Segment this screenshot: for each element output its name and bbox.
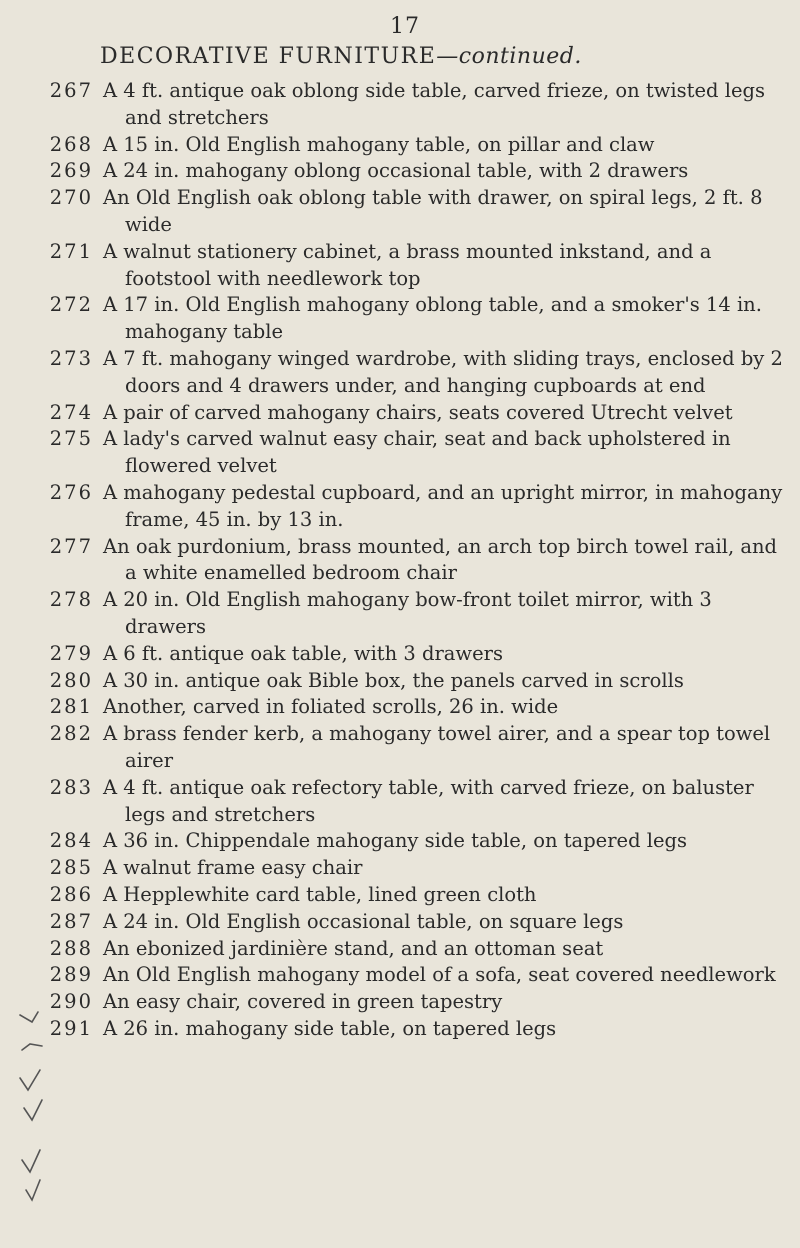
- lot-number: 276: [49, 480, 93, 504]
- lot-description: A 36 in. Chippendale mahogany side table, on tapered legs: [103, 829, 688, 853]
- lot-entry: [0, 400, 800, 427]
- lot-entry: [0, 292, 800, 346]
- lot-number: 282: [49, 722, 93, 746]
- lot-number: 287: [49, 909, 93, 933]
- lot-description: A lady's carved walnut easy chair, seat and back upholstered in flowered velvet: [103, 427, 731, 478]
- lot-description: An oak purdonium, brass mounted, an arch top birch towel rail, and a white enamelled bedroom chair: [103, 534, 778, 585]
- lot-entry: [0, 239, 800, 293]
- lot-description: A 4 ft. antique oak refectory table, with carved frieze, on baluster legs and stretchers: [103, 775, 754, 826]
- lot-description: A mahogany pedestal cupboard, and an upright mirror, in mahogany frame, 45 in. by 13 in.: [103, 480, 783, 531]
- lot-number: 281: [49, 695, 93, 719]
- lot-entry: [0, 721, 800, 775]
- lot-number: 267: [49, 79, 93, 102]
- lot-entry: [0, 185, 800, 239]
- lot-number: 289: [49, 963, 93, 987]
- lot-entry: [0, 694, 800, 721]
- lot-entry: [0, 346, 800, 400]
- lot-number: 286: [49, 882, 93, 906]
- lot-number: 277: [49, 534, 93, 558]
- lot-entry: [0, 989, 800, 1016]
- lot-number: 269: [49, 159, 93, 183]
- lot-number: 290: [49, 990, 93, 1014]
- lot-description: A 7 ft. mahogany winged wardrobe, with sliding trays, enclosed by 2 doors and 4 drawers under, and hanging cupboards at end: [103, 346, 783, 397]
- lot-number: 270: [49, 186, 93, 210]
- lot-description: A 26 in. mahogany side table, on tapered legs: [103, 1016, 557, 1040]
- lot-description: A 20 in. Old English mahogany bow-front toilet mirror, with 3 drawers: [103, 588, 712, 638]
- lot-number: 288: [49, 936, 93, 960]
- lot-list: [0, 78, 800, 1043]
- lot-description: Another, carved in foliated scrolls, 26 in. wide: [103, 695, 559, 719]
- lot-entry: [0, 909, 800, 936]
- lot-description: A 30 in. antique oak Bible box, the panels carved in scrolls: [103, 668, 684, 692]
- lot-description: A 24 in. mahogany oblong occasional table, with 2 drawers: [103, 159, 689, 183]
- lot-entry: [0, 641, 800, 668]
- lot-description: An ebonized jardinière stand, and an ottoman seat: [103, 936, 604, 960]
- lot-number: 279: [49, 641, 93, 665]
- lot-description: A 6 ft. antique oak table, with 3 drawers: [103, 641, 503, 665]
- lot-description: A Hepplewhite card table, lined green cloth: [103, 882, 537, 906]
- lot-number: 274: [49, 400, 93, 424]
- lot-number: 285: [49, 856, 93, 880]
- section-heading: [100, 44, 790, 69]
- lot-entry: [0, 775, 800, 829]
- lot-number: 283: [49, 775, 93, 799]
- lot-number: 278: [49, 588, 93, 612]
- lot-entry: [0, 855, 800, 882]
- lot-description: A pair of carved mahogany chairs, seats covered Utrecht velvet: [103, 400, 733, 424]
- lot-description: A brass fender kerb, a mahogany towel airer, and a spear top towel airer: [103, 722, 771, 772]
- lot-entry: [0, 587, 800, 641]
- heading-suffix: —continued.: [436, 44, 582, 69]
- lot-description: An Old English oak oblong table with drawer, on spiral legs, 2 ft. 8 wide: [103, 186, 763, 236]
- lot-number: 280: [49, 668, 93, 692]
- lot-number: 284: [49, 829, 93, 853]
- lot-number: 275: [49, 427, 93, 451]
- lot-entry: [0, 936, 800, 963]
- lot-entry: [0, 158, 800, 185]
- lot-description: A walnut stationery cabinet, a brass mounted inkstand, and a footstool with needlework top: [103, 239, 712, 290]
- lot-description: An easy chair, covered in green tapestry: [103, 990, 503, 1014]
- lot-description: A 4 ft. antique oak oblong side table, carved frieze, on twisted legs and stretchers: [103, 79, 766, 129]
- lot-entry: [0, 78, 800, 132]
- heading-title: DECORATIVE FURNITURE: [100, 44, 437, 69]
- lot-number: 272: [49, 293, 93, 317]
- lot-description: A 24 in. Old English occasional table, on square legs: [103, 909, 624, 933]
- page-number: 17: [390, 14, 420, 39]
- lot-number: 291: [49, 1016, 93, 1040]
- lot-entry: [0, 1016, 800, 1043]
- lot-description: A 17 in. Old English mahogany oblong table, and a smoker's 14 in. mahogany table: [103, 293, 762, 344]
- lot-entry: [0, 882, 800, 909]
- lot-description: A walnut frame easy chair: [103, 856, 363, 880]
- lot-entry: [0, 962, 800, 989]
- lot-entry: [0, 828, 800, 855]
- lot-entry: [0, 668, 800, 695]
- lot-description: A 15 in. Old English mahogany table, on pillar and claw: [103, 132, 655, 156]
- lot-entry: [0, 480, 800, 534]
- lot-entry: [0, 426, 800, 480]
- lot-number: 273: [49, 346, 93, 370]
- lot-description: An Old English mahogany model of a sofa, seat covered needlework: [103, 963, 776, 987]
- lot-number: 268: [49, 132, 93, 156]
- lot-number: 271: [49, 239, 93, 263]
- lot-entry: [0, 534, 800, 588]
- lot-entry: [0, 132, 800, 159]
